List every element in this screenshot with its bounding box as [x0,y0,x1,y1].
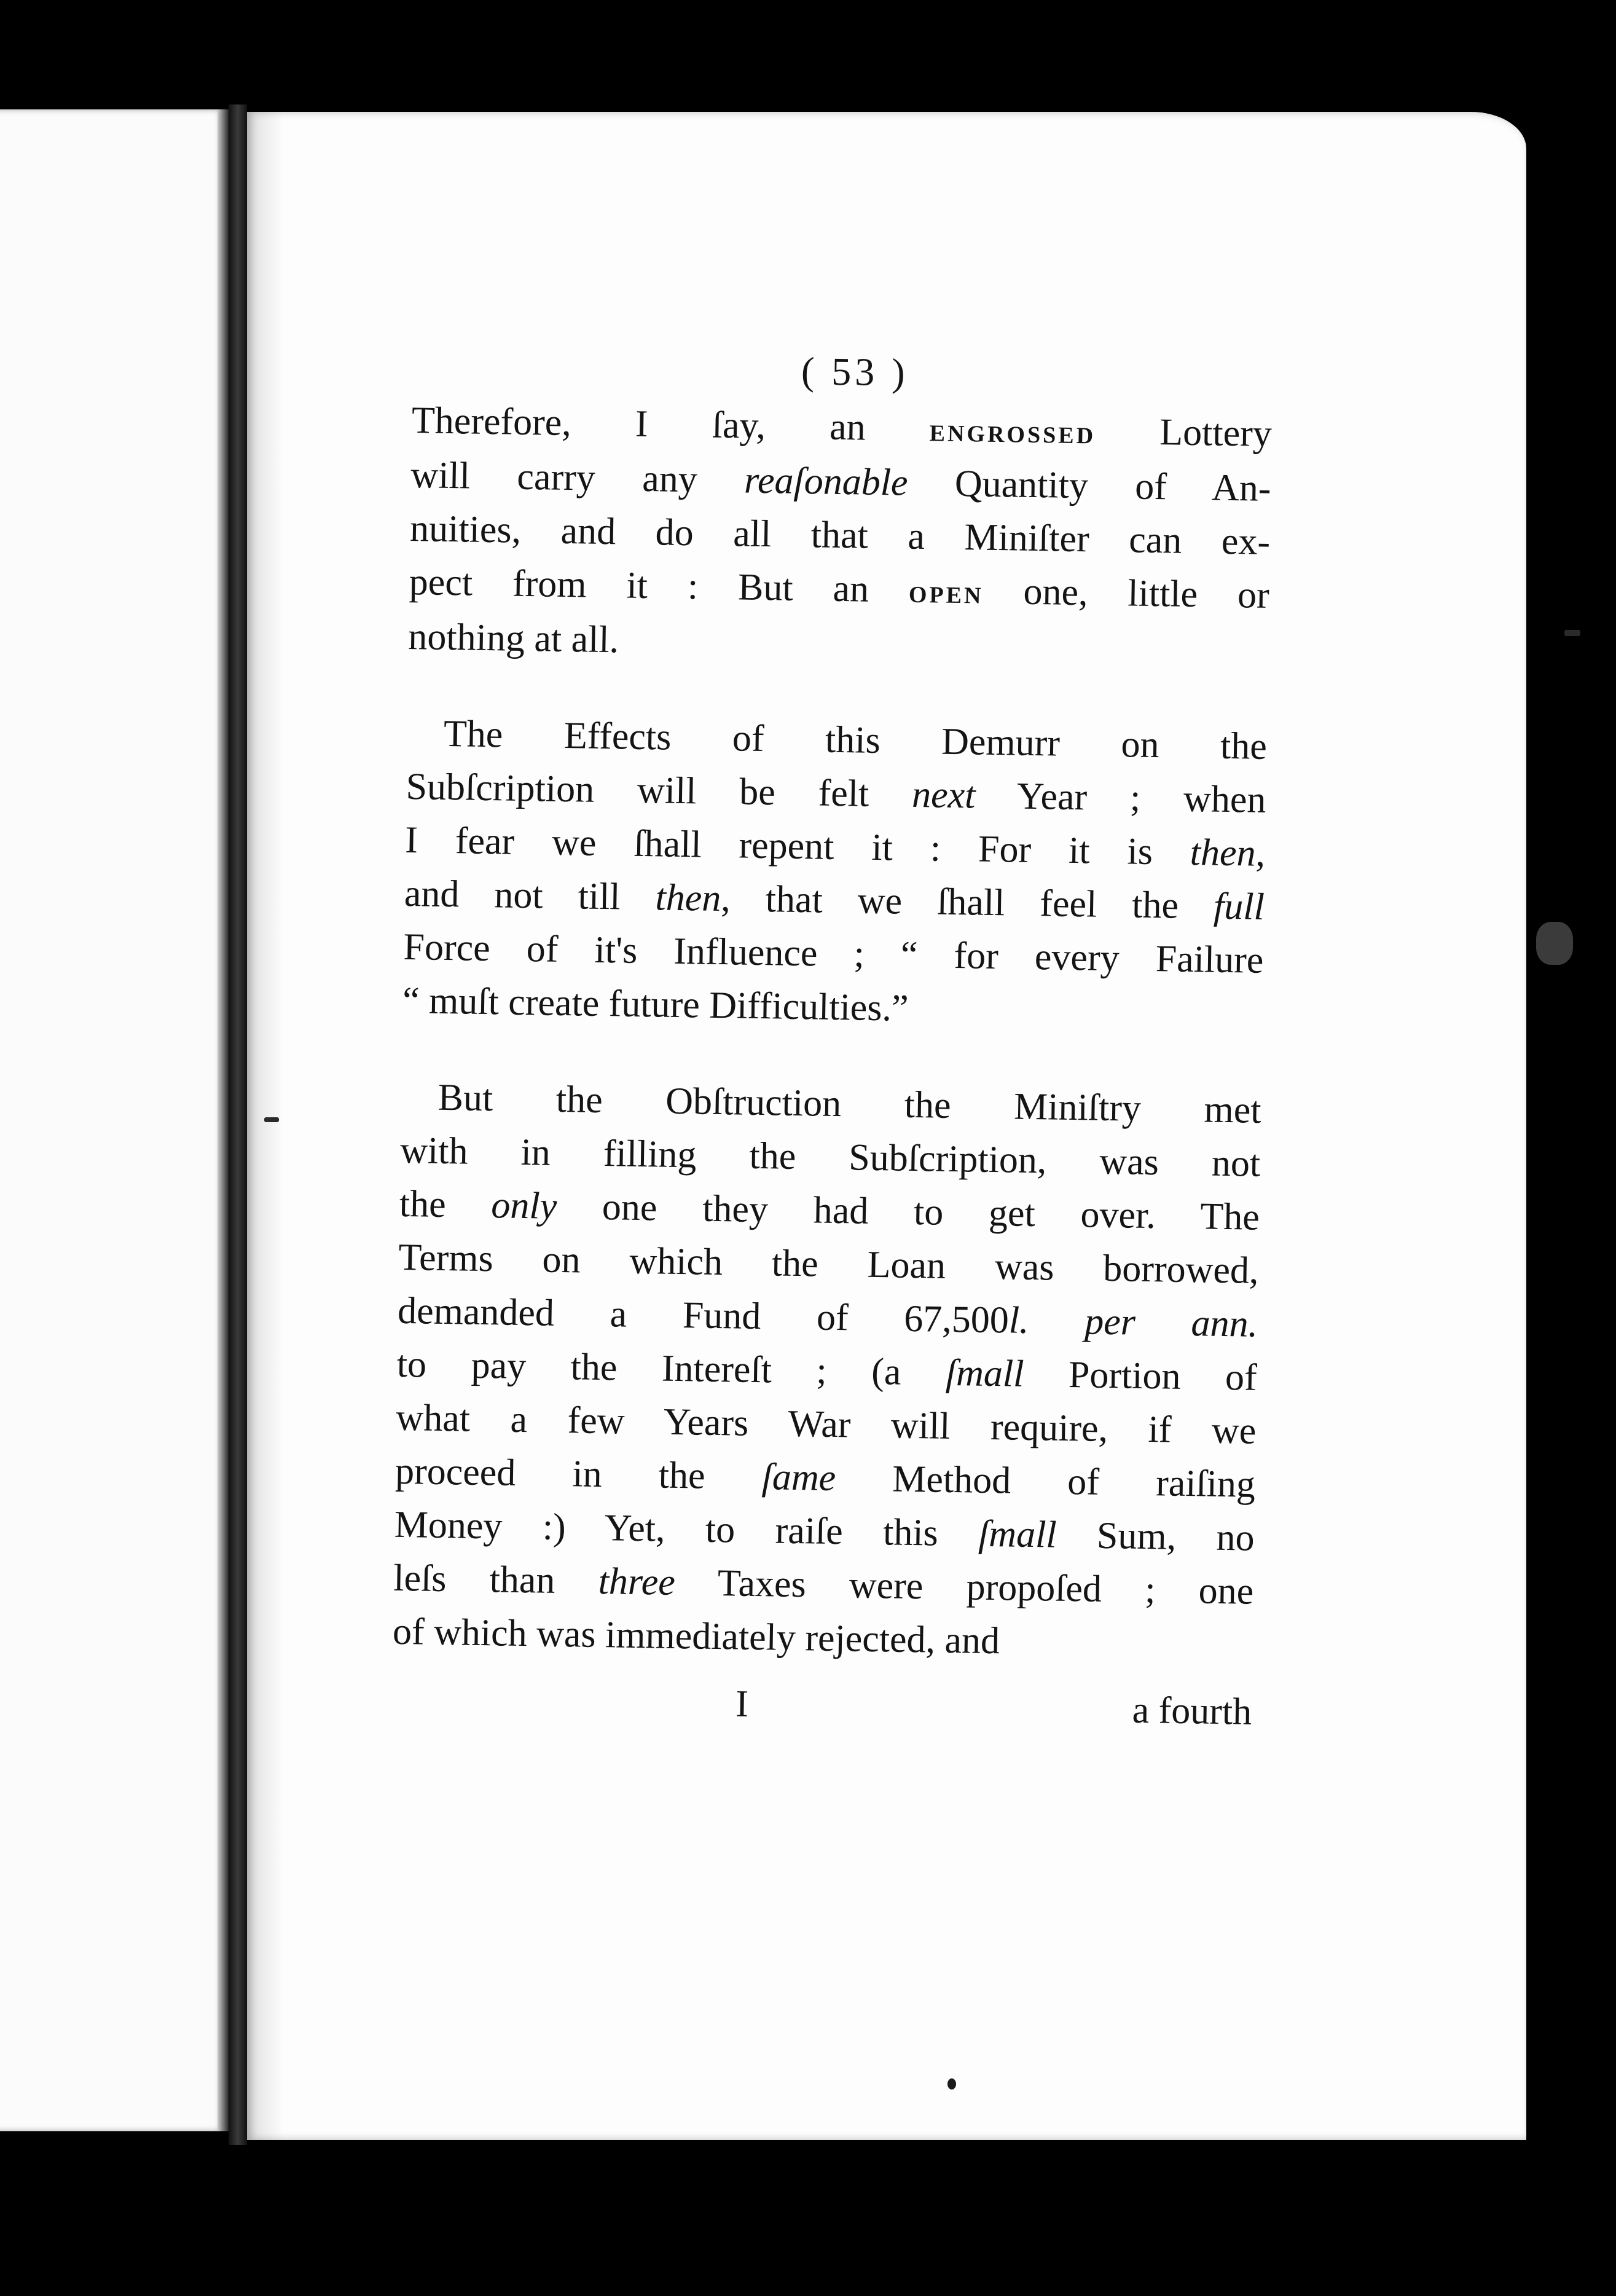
paragraph [408,394,1273,677]
text-line: nuities, and do all that a Miniſter can ex- [409,507,1271,563]
text-line: Force of it's Influence ; “ for every Failure [403,926,1264,981]
italic-word: next [911,773,976,817]
margin-mark [264,1117,279,1122]
italic-word: then [1190,831,1257,875]
text-line: and not till then, that we ſhall feel the full [404,872,1265,928]
italic-word: three [598,1560,676,1603]
small-caps-word: engrossed [929,411,1096,451]
text-line: But the Obſtruction the Miniſtry met [437,1076,1262,1131]
catchword: a fourth [1132,1689,1252,1733]
italic-word: only [490,1184,557,1227]
text-line: nothing at all. [407,615,619,661]
margin-mark [1536,922,1573,965]
text-line: leſs than three Taxes were propoſed ; one [393,1557,1254,1613]
book-gutter [229,104,247,2145]
facing-page-edge [0,109,229,2131]
page-text-block [391,342,1273,1744]
text-line: what a few Years War will require, if we [395,1396,1257,1452]
text-line: Subſcription will be felt next Year ; when [406,765,1267,821]
text-line: Money :) Yet, to raiſe this ſmall Sum, no [394,1503,1255,1559]
margin-mark [1564,630,1580,636]
italic-word: ſmall [978,1512,1057,1556]
text-line: I fear we ſhall repent it : For it is then, [404,819,1266,875]
italic-word: ſmall [945,1351,1024,1395]
paragraph [402,707,1267,1041]
paragraph [392,1071,1261,1672]
italic-word: then [655,876,721,919]
page-footer-line [391,1677,1252,1744]
text-line: the only one they had to get over. The [399,1182,1260,1238]
italic-word: reaſonable [743,459,909,504]
text-line: pect from it : But an open one, little or [409,560,1270,616]
text-line: proceed in the ſame Method of raiſing [394,1450,1256,1506]
text-line: of which was immediately rejected, and [392,1610,1000,1662]
text-line: will carry any reaſonable Quantity of An- [410,454,1271,509]
text-line: Terms on which the Loan was borrowed, [398,1236,1259,1292]
text-line: demanded a Fund of 67,500l. per ann. [397,1289,1258,1345]
page-number: ( 53 ) [801,348,909,395]
text-line: Therefore, I ſay, an engrossed Lottery [411,399,1273,455]
italic-word: full [1213,885,1265,928]
small-caps-word: open [908,572,984,611]
page-body [392,394,1272,1672]
signature-mark: I [735,1683,749,1725]
italic-word: l. per ann. [1008,1299,1258,1345]
text-line: with in filling the Subſcription, was not [399,1129,1261,1185]
text-line: to pay the Intereſt ; (a ſmall Portion of [396,1343,1258,1399]
book-page [247,112,1526,2140]
text-line: The Effects of this Demurr on the [443,712,1268,768]
text-line: “ muſt create future Difficulties.” [402,979,909,1029]
ink-speck [947,2078,956,2090]
italic-word: ſame [761,1456,836,1500]
